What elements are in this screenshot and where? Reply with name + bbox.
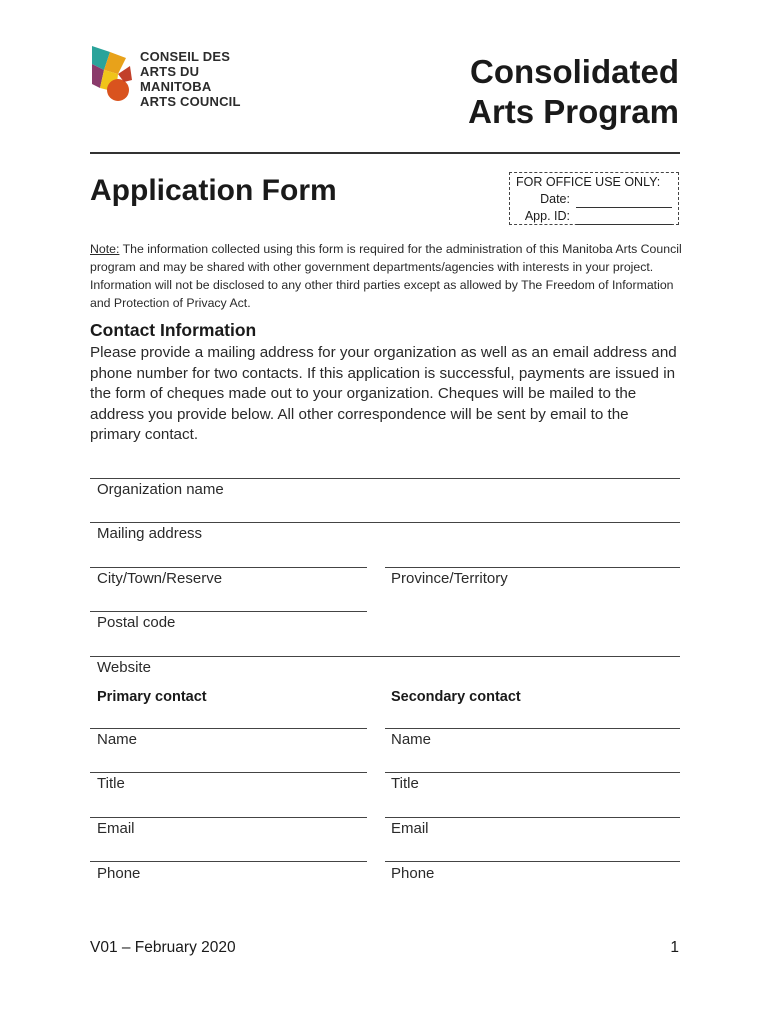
postal-code-field[interactable] bbox=[90, 611, 367, 612]
secondary-email-label: Email bbox=[391, 820, 429, 837]
secondary-email-field[interactable] bbox=[385, 817, 680, 818]
office-use-box bbox=[509, 172, 679, 225]
secondary-title-label: Title bbox=[391, 775, 419, 792]
secondary-contact-heading: Secondary contact bbox=[391, 689, 521, 705]
organization-name-field[interactable] bbox=[90, 478, 680, 479]
header-divider bbox=[90, 152, 680, 154]
province-field[interactable] bbox=[385, 567, 680, 568]
contact-heading: Contact Information bbox=[90, 320, 257, 340]
secondary-name-field[interactable] bbox=[385, 728, 680, 729]
form-title: Application Form bbox=[90, 174, 337, 207]
secondary-name-label: Name bbox=[391, 731, 432, 748]
manitoba-arts-council-logo bbox=[90, 44, 134, 102]
logo-line-3: MANITOBA bbox=[140, 79, 212, 94]
city-field[interactable] bbox=[90, 567, 367, 568]
version-footer: V01 – February 2020 bbox=[90, 939, 236, 956]
primary-phone-field[interactable] bbox=[90, 861, 367, 862]
secondary-title-field[interactable] bbox=[385, 772, 680, 773]
office-date-label: Date: bbox=[540, 192, 570, 206]
province-label: Province/Territory bbox=[391, 570, 508, 587]
program-title bbox=[468, 52, 679, 132]
office-use-heading: FOR OFFICE USE ONLY: bbox=[516, 175, 661, 189]
logo-line-1: CONSEIL DES bbox=[140, 49, 231, 64]
logo-wordmark bbox=[140, 49, 241, 109]
secondary-phone-field[interactable] bbox=[385, 861, 680, 862]
mailing-address-field[interactable] bbox=[90, 522, 680, 523]
office-app-id-label: App. ID: bbox=[524, 209, 570, 223]
program-title-line-1: Consolidated bbox=[469, 53, 679, 90]
office-app-id-row bbox=[516, 208, 672, 225]
logo-mark-icon bbox=[90, 44, 134, 102]
organization-name-label: Organization name bbox=[97, 481, 224, 498]
logo-line-2: ARTS DU bbox=[140, 64, 200, 79]
city-label: City/Town/Reserve bbox=[97, 570, 223, 587]
contact-instructions: Please provide a mailing address for your organization as well as an email address and phone number for two contacts. If this application is successful, payments are issued in the form of cheques made out to your organization. Cheques will be mailed to the address you provide below. All other correspondence will be sent by email to the primary contact. bbox=[90, 344, 677, 443]
primary-name-field[interactable] bbox=[90, 728, 367, 729]
office-date-field[interactable] bbox=[576, 194, 672, 208]
secondary-phone-label: Phone bbox=[391, 865, 435, 882]
primary-contact-heading: Primary contact bbox=[97, 689, 207, 705]
page-number: 1 bbox=[670, 939, 679, 956]
note-text: The information collected using this form is required for the administration of this Manitoba Arts Council program and may be shared with other government departments/agencies with interests in your project. Information will not be disclosed to any other third parties except as allowed by The Freedom of Information and Protection of Privacy Act. bbox=[90, 242, 682, 310]
office-date-row bbox=[516, 191, 672, 208]
primary-email-field[interactable] bbox=[90, 817, 367, 818]
primary-name-label: Name bbox=[97, 731, 138, 748]
primary-phone-label: Phone bbox=[97, 865, 141, 882]
office-app-id-field[interactable] bbox=[576, 211, 672, 225]
program-title-line-2: Arts Program bbox=[468, 93, 679, 130]
postal-code-label: Postal code bbox=[97, 614, 176, 631]
mailing-address-label: Mailing address bbox=[97, 525, 203, 542]
primary-email-label: Email bbox=[97, 820, 135, 837]
website-field[interactable] bbox=[90, 656, 680, 657]
note-label: Note: bbox=[90, 242, 120, 256]
website-label: Website bbox=[97, 659, 151, 676]
logo-line-4: ARTS COUNCIL bbox=[140, 94, 241, 109]
primary-title-label: Title bbox=[97, 775, 125, 792]
primary-title-field[interactable] bbox=[90, 772, 367, 773]
privacy-note bbox=[90, 240, 682, 312]
